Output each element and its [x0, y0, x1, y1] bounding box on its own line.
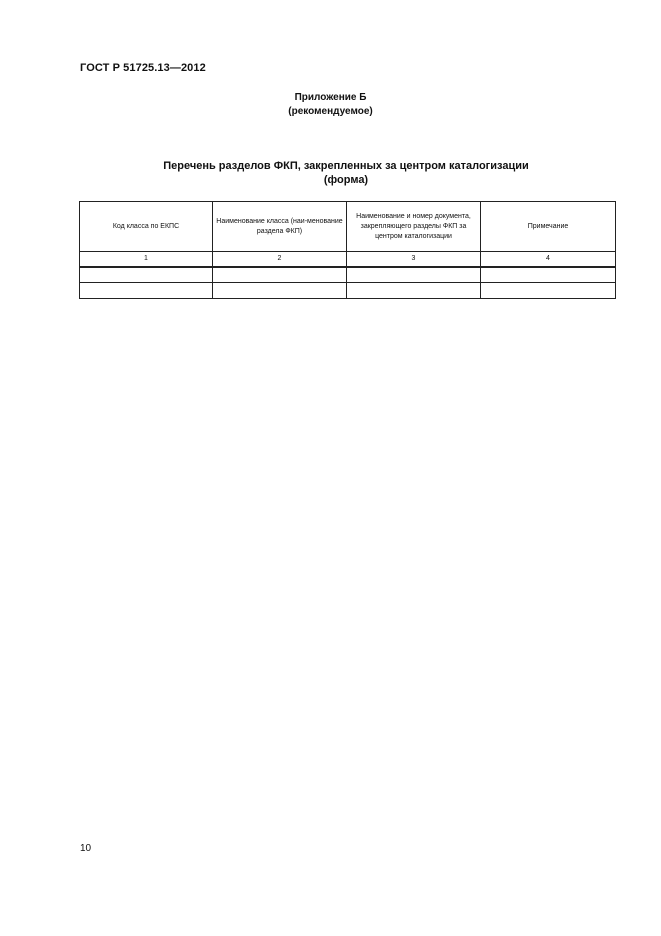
- column-number: 1: [80, 252, 213, 268]
- column-header-document: Наименование и номер документа, закрепляющего разделы ФКП за центром каталогизации: [347, 202, 481, 252]
- table-header-row: [80, 202, 616, 252]
- column-header-class-name: Наименование класса (наи-менование раздела ФКП): [213, 202, 347, 252]
- column-number: 2: [213, 252, 347, 268]
- table-cell: [347, 283, 481, 299]
- table-cell: [481, 267, 616, 283]
- table-cell: [213, 267, 347, 283]
- column-number: 3: [347, 252, 481, 268]
- table-row: [80, 267, 616, 283]
- catalog-sections-table: [79, 201, 616, 299]
- column-header-note: Примечание: [481, 202, 616, 252]
- table-cell: [481, 283, 616, 299]
- appendix-status: (рекомендуемое): [288, 106, 373, 117]
- column-number-row: [80, 252, 616, 268]
- table-cell: [213, 283, 347, 299]
- form-subtitle: (форма): [323, 174, 369, 186]
- document-code: ГОСТ Р 51725.13—2012: [80, 62, 206, 74]
- column-number: 4: [481, 252, 616, 268]
- table-row: [80, 283, 616, 299]
- table-cell: [347, 267, 481, 283]
- appendix-title: Приложение Б: [294, 92, 367, 103]
- column-header-class-code: Код класса по ЕКПС: [80, 202, 213, 252]
- table-cell: [80, 283, 213, 299]
- form-title: Перечень разделов ФКП, закрепленных за центром каталогизации: [163, 160, 529, 172]
- table-cell: [80, 267, 213, 283]
- page-number: 10: [80, 843, 92, 854]
